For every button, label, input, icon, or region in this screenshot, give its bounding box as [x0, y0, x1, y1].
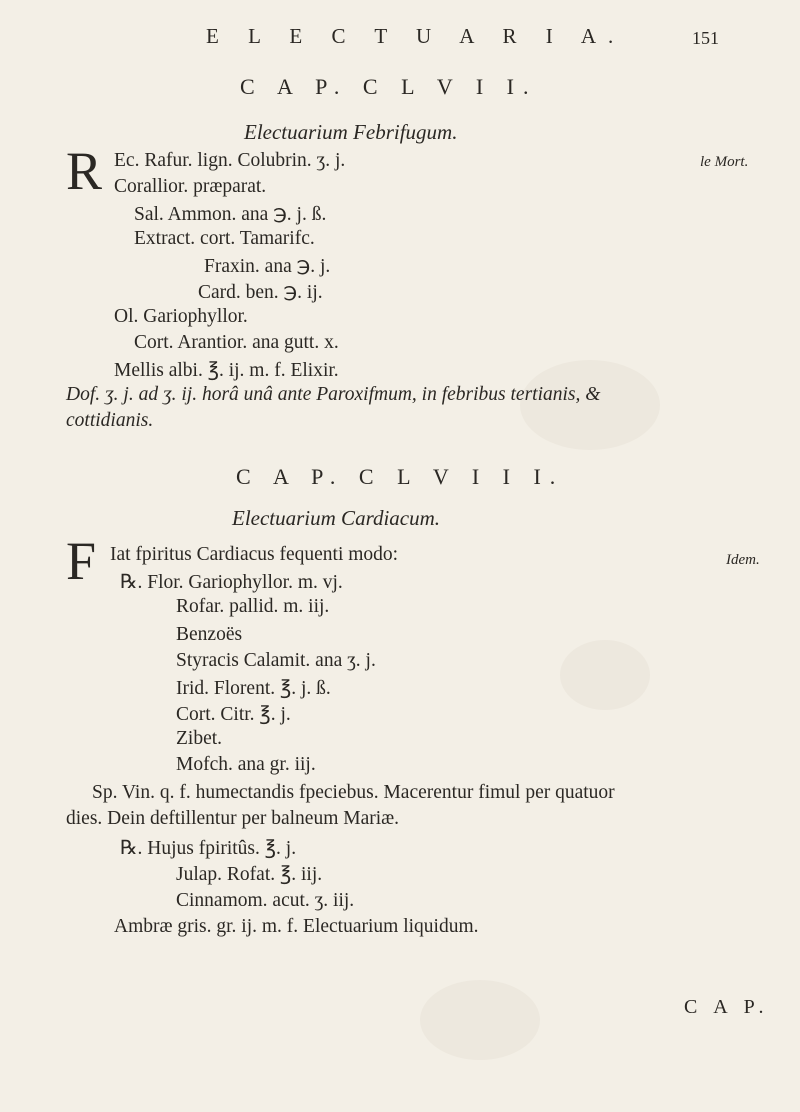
- preparation-line: Sp. Vin. q. f. humectandis fpeciebus. Macerentur fimul per quatuor: [92, 782, 615, 803]
- recipe-line: ℞. Flor. Gariophyllor. m. vj.: [120, 572, 343, 593]
- drop-cap: R: [66, 141, 103, 201]
- recipe-line: Corallior. præparat.: [114, 176, 267, 197]
- recipe-line: Ambræ gris. gr. ij. m. f. Electuarium liquidum.: [114, 916, 479, 937]
- recipe-line: Ec. Rafur. lign. Colubrin. ʒ. j.: [114, 150, 346, 171]
- drop-cap: F: [66, 531, 97, 591]
- margin-note: Idem.: [726, 552, 760, 568]
- recipe-line: Cort. Citr. ℥. j.: [176, 704, 291, 725]
- preparation-line: dies. Dein deftillentur per balneum Mariæ.: [66, 808, 400, 829]
- dosage-line: Dof. ʒ. j. ad ʒ. ij. horâ unâ ante Paroxifmum, in febribus tertianis, &: [66, 384, 601, 405]
- recipe-line: Irid. Florent. ℥. j. ß.: [176, 678, 331, 699]
- recipe-line: Iat fpiritus Cardiacus fequenti modo:: [110, 544, 399, 565]
- recipe-line: Cort. Arantior. ana gutt. x.: [134, 332, 339, 353]
- recipe-line: Benzoës: [176, 624, 243, 645]
- recipe-line: Zibet.: [176, 728, 223, 749]
- recipe-line: Rofar. pallid. m. iij.: [176, 596, 330, 617]
- paper-stain: [560, 640, 650, 710]
- recipe-line: Styracis Calamit. ana ʒ. j.: [176, 650, 376, 671]
- chapter-label: C A P. C L V I I I.: [236, 464, 565, 489]
- recipe-line: Ol. Gariophyllor.: [114, 306, 248, 327]
- recipe-line: Mofch. ana gr. iij.: [176, 754, 316, 775]
- recipe-line: Card. ben. ℈. ij.: [198, 282, 323, 303]
- chapter-label: C A P. C L V I I.: [240, 74, 538, 99]
- chapter-title: Electuarium Febrifugum.: [244, 120, 458, 144]
- catchword: C A P.: [684, 996, 770, 1018]
- recipe-line: Sal. Ammon. ana ℈. j. ß.: [134, 204, 327, 225]
- dosage-line: cottidianis.: [66, 410, 154, 431]
- recipe-line: Fraxin. ana ℈. j.: [204, 256, 331, 277]
- paper-stain: [420, 980, 540, 1060]
- margin-note: le Mort.: [700, 154, 749, 170]
- recipe-line: ℞. Hujus fpiritûs. ℥. j.: [120, 838, 297, 859]
- chapter-title: Electuarium Cardiacum.: [232, 506, 441, 530]
- recipe-line: Mellis albi. ℥. ij. m. f. Elixir.: [114, 360, 339, 381]
- recipe-line: Extract. cort. Tamarifc.: [134, 228, 315, 249]
- page-number: 151: [692, 28, 719, 48]
- recipe-line: Cinnamom. acut. ʒ. iij.: [176, 890, 355, 911]
- recipe-line: Julap. Rofat. ℥. iij.: [176, 864, 323, 885]
- running-title: E L E C T U A R I A.: [206, 24, 626, 48]
